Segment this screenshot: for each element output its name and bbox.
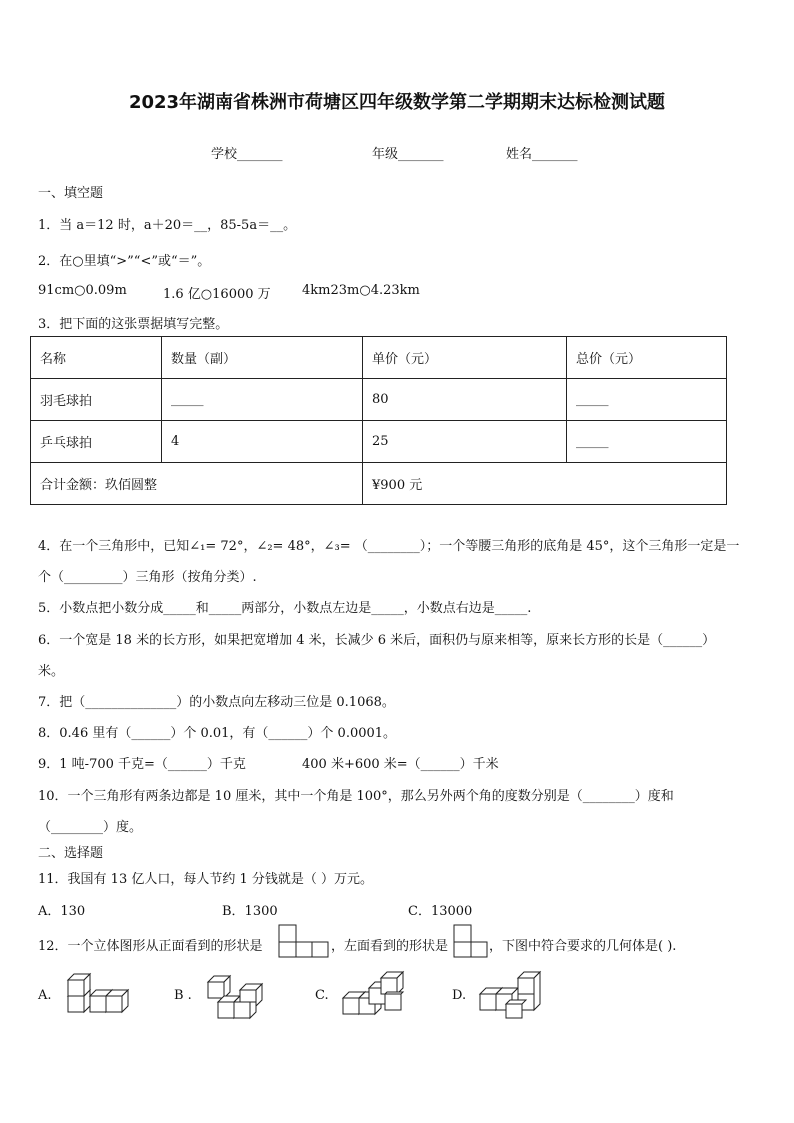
- cube: [68, 974, 90, 996]
- header-name: 名称: [31, 337, 162, 379]
- left-view-figure: [453, 924, 489, 958]
- question-4-line-2: 个（_________）三角形（按角分类）.: [38, 570, 257, 585]
- question-11: 11．我国有 13 亿人口，每人节约 1 分钱就是（ ）万元。: [38, 872, 374, 887]
- question-6-line-2: 米。: [38, 664, 65, 679]
- question-6-line-1: 6．一个宽是 18 米的长方形，如果把宽增加 4 米，长减少 6 米后，面积仍与原来相等，原来长方形的长是（______）: [38, 633, 716, 648]
- table-cell-blank[interactable]: _____: [162, 379, 363, 421]
- question-12-text-2: ，左面看到的形状是: [331, 939, 449, 954]
- cube: [385, 992, 403, 1010]
- total-value: ¥900 元: [363, 463, 727, 505]
- grade-field[interactable]: 年级_______: [372, 147, 444, 162]
- question-11-option-c[interactable]: C．13000: [408, 904, 473, 919]
- question-2-item-1: 91cm○0.09m: [38, 283, 127, 298]
- question-2: 2．在○里填“>”“<”或“＝”。: [38, 254, 211, 269]
- section-choice-heading: 二、选择题: [38, 846, 104, 861]
- question-9-part-1: 9．1 吨-700 千克=（______）千克: [38, 757, 246, 772]
- option-d-cube-figure: [478, 970, 544, 1020]
- page-title: 2023年湖南省株洲市荷塘区四年级数学第二学期期末达标检测试题: [128, 92, 666, 113]
- table-total-row: [31, 463, 727, 505]
- question-5: 5．小数点把小数分成_____和_____两部分，小数点左边是_____，小数点右边是_____.: [38, 601, 532, 616]
- total-label: 合计金额：玖佰圆整: [31, 463, 363, 505]
- question-2-item-2: 1.6 亿○16000 万: [163, 287, 271, 302]
- question-12-option-a[interactable]: A.: [38, 988, 52, 1003]
- front-view-square: [312, 942, 328, 957]
- table-cell: 80: [363, 379, 567, 421]
- section-fill-blank-heading: 一、填空题: [38, 186, 104, 201]
- front-view-square: [279, 925, 296, 942]
- question-12-option-b[interactable]: B .: [174, 988, 192, 1003]
- front-view-square: [296, 942, 312, 957]
- header-quantity: 数量（副）: [162, 337, 363, 379]
- left-view-square: [454, 942, 471, 957]
- table-cell-blank[interactable]: _____: [567, 379, 727, 421]
- header-total-price: 总价（元）: [567, 337, 727, 379]
- question-12-text-1: 12．一个立体图形从正面看到的形状是: [38, 939, 263, 954]
- bill-table: [30, 336, 727, 505]
- question-12-option-d[interactable]: D.: [452, 988, 467, 1003]
- question-4-line-1: 4．在一个三角形中，已知∠₁= 72°，∠₂= 48°，∠₃= （________）；一个等腰三角形的底角是 45°，这个三角形一定是一: [38, 539, 740, 554]
- front-view-square: [279, 942, 296, 957]
- table-cell: 乒乓球拍: [31, 421, 162, 463]
- question-3: 3．把下面的这张票据填写完整。: [38, 317, 229, 332]
- cube: [106, 990, 128, 1012]
- table-cell: 4: [162, 421, 363, 463]
- option-b-cube-figure: [204, 972, 268, 1022]
- table-cell-blank[interactable]: _____: [567, 421, 727, 463]
- front-view-figure: [278, 924, 330, 958]
- table-row: [31, 379, 727, 421]
- cube: [381, 972, 403, 994]
- option-c-cube-figure: [341, 970, 407, 1020]
- table-row: [31, 421, 727, 463]
- question-9-part-2: 400 米+600 米=（______）千米: [302, 757, 499, 772]
- table-cell: 羽毛球拍: [31, 379, 162, 421]
- cube: [208, 976, 230, 998]
- header-unit-price: 单价（元）: [363, 337, 567, 379]
- question-1: 1．当 a＝12 时，a＋20＝__，85-5a＝__。: [38, 218, 297, 233]
- left-view-square: [454, 925, 471, 942]
- left-view-square: [471, 942, 487, 957]
- table-cell: 25: [363, 421, 567, 463]
- question-10-line-1: 10．一个三角形有两条边都是 10 厘米，其中一个角是 100°，那么另外两个角的度数分别是（________）度和: [38, 789, 674, 804]
- option-a-cube-figure: [66, 972, 132, 1016]
- question-11-option-b[interactable]: B．1300: [222, 904, 278, 919]
- question-7: 7．把（______________）的小数点向左移动三位是 0.1068。: [38, 695, 395, 710]
- school-field[interactable]: 学校_______: [211, 147, 283, 162]
- question-11-option-a[interactable]: A．130: [38, 904, 86, 919]
- name-field[interactable]: 姓名_______: [506, 147, 578, 162]
- question-2-item-3: 4km23m○4.23km: [302, 283, 420, 298]
- question-10-line-2: （________）度。: [38, 820, 143, 835]
- table-header-row: [31, 337, 727, 379]
- question-12-text-3: ，下图中符合要求的几何体是( ).: [489, 939, 677, 954]
- question-8: 8．0.46 里有（______）个 0.01，有（______）个 0.0001。: [38, 726, 397, 741]
- question-12-option-c[interactable]: C.: [315, 988, 329, 1003]
